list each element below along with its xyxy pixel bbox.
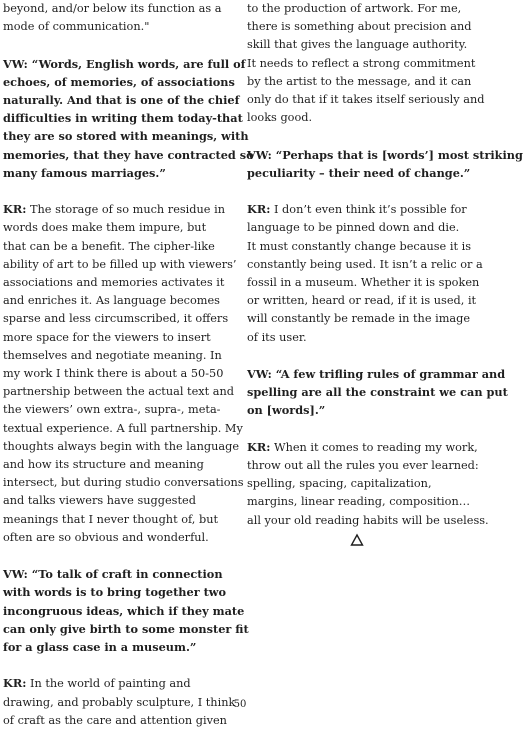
line-text: thoughts always begin with the language — [3, 439, 240, 453]
line-text: there is something about precision and — [247, 20, 472, 34]
text-line — [3, 200, 225, 219]
text-line — [247, 164, 472, 182]
text-line — [247, 475, 472, 493]
text-line — [3, 219, 225, 237]
line-text: to the production of artwork. For me, — [247, 2, 462, 15]
line-text: often are so obvious and wonderful. — [3, 530, 209, 544]
text-line — [247, 91, 485, 109]
text-line — [3, 329, 225, 347]
text-line — [3, 292, 225, 310]
line-text: and talks viewers have suggested — [3, 494, 196, 508]
text-line — [3, 401, 225, 419]
text-line — [247, 73, 472, 91]
text-line — [247, 383, 508, 401]
line-text: I don’t even think it’s possible for — [273, 203, 467, 217]
line-text: associations and memories activates it — [3, 276, 225, 290]
speaker-label: VW: — [3, 56, 28, 71]
line-text: words does make them impure, but — [3, 221, 207, 235]
triangle-end-mark-icon — [350, 533, 364, 547]
line-text: my work I think there is about a 50-50 — [3, 367, 224, 381]
line-text: partnership between the actual text and — [3, 385, 235, 399]
speaker-label: VW: — [247, 147, 272, 162]
line-text: textual experience. A full partnership. My — [3, 421, 243, 435]
line-text: by the artist to the message, and it can — [247, 74, 472, 88]
text-line — [3, 529, 225, 547]
line-text: When it comes to reading my work, — [273, 440, 478, 454]
right-column — [247, 0, 523, 548]
text-line — [3, 347, 225, 365]
interviewer-question — [3, 55, 254, 182]
text-line — [3, 456, 225, 474]
line-text: sparse and less circumscribed, it offers — [3, 312, 229, 326]
speaker-label: KR: — [247, 202, 271, 217]
speaker-label: KR: — [247, 439, 271, 454]
line-text: spelling, spacing, capitalization, — [247, 477, 432, 491]
text-line — [3, 18, 225, 36]
line-text: skill that gives the language authority. — [247, 38, 468, 52]
text-line — [247, 310, 472, 328]
text-line — [247, 256, 483, 274]
line-text: It needs to reflect a strong commitment — [247, 56, 476, 70]
line-text: constantly being used. It isn’t a relic or a — [247, 257, 483, 271]
text-line — [247, 109, 472, 127]
line-text: and how its structure and meaning — [3, 458, 204, 472]
artist-answer — [247, 438, 489, 530]
text-line — [247, 146, 523, 164]
text-line — [247, 274, 480, 292]
line-text: many famous marriages.” — [3, 165, 166, 180]
line-text: spelling are all the constraint we can put — [247, 385, 508, 400]
text-line — [3, 0, 225, 18]
line-text: throw out all the rules you ever learned: — [247, 459, 479, 473]
text-line — [3, 91, 240, 109]
text-line — [3, 474, 244, 492]
line-text: can only give birth to some monster fit — [3, 621, 249, 636]
line-text: ability of art to be filled up with viewers’ — [3, 257, 237, 271]
line-text: beyond, and/or below its function as a — [3, 2, 222, 15]
text-line — [3, 146, 254, 164]
text-line — [3, 674, 225, 693]
text-line — [3, 620, 249, 638]
text-line — [247, 512, 489, 530]
text-line — [247, 493, 472, 511]
line-text: looks good. — [247, 111, 313, 125]
line-text: of its user. — [247, 330, 307, 344]
text-line — [3, 109, 243, 127]
line-text: mode of communication." — [3, 20, 150, 34]
line-text: or written, heard or read, if it is used, it — [247, 294, 477, 308]
line-text: the viewers’ own extra-, supra-, meta- — [3, 403, 221, 417]
text-line — [3, 55, 246, 73]
text-line — [3, 583, 225, 601]
line-text: fossil in a museum. Whether it is spoken — [247, 276, 480, 290]
speaker-label: VW: — [247, 367, 272, 382]
continued-paragraph — [247, 0, 485, 127]
line-text: on [words].” — [247, 403, 326, 418]
interviewer-question — [247, 365, 508, 420]
line-text: In the world of painting and — [29, 677, 191, 691]
line-text: of craft as the care and attention given — [3, 713, 227, 727]
line-text: with words is to bring together two — [3, 585, 227, 600]
text-line — [247, 292, 477, 310]
text-line — [247, 401, 472, 419]
line-text: that can be a benefit. The cipher-like — [3, 239, 215, 253]
text-line — [247, 438, 478, 457]
text-line — [3, 420, 243, 438]
page-number: 50 — [233, 699, 247, 710]
speaker-label: KR: — [3, 202, 27, 217]
interviewer-question — [247, 146, 523, 182]
line-text: and enriches it. As language becomes — [3, 294, 220, 308]
text-line — [3, 164, 225, 182]
text-line — [3, 127, 249, 145]
text-line — [3, 256, 237, 274]
line-text: for a glass case in a museum.” — [3, 640, 197, 655]
artist-answer — [247, 200, 483, 347]
text-line — [3, 73, 235, 91]
line-text: difficulties in writing them today-that — [3, 111, 243, 126]
text-line — [247, 200, 472, 219]
text-line — [247, 55, 476, 73]
line-text: echoes, of memories, of associations — [3, 74, 235, 89]
line-text: “A few trifling rules of grammar and — [275, 367, 506, 382]
text-line — [247, 365, 506, 383]
text-line — [3, 565, 225, 583]
text-line — [3, 492, 225, 510]
text-line — [247, 457, 479, 475]
line-text: only do that if it takes itself seriously and — [247, 93, 485, 107]
text-line — [247, 18, 472, 36]
text-line — [3, 310, 229, 328]
line-text: naturally. And that is one of the chief — [3, 93, 240, 107]
line-text: peculiarity – their need of change.” — [247, 165, 471, 180]
line-text: more space for the viewers to insert — [3, 330, 211, 344]
line-text: intersect, but during studio conversations — [3, 476, 244, 490]
line-text: meanings that I never thought of, but — [3, 512, 219, 526]
line-text: The storage of so much residue in — [29, 203, 225, 217]
line-text: will constantly be remade in the image — [247, 312, 471, 326]
line-text: themselves and negotiate meaning. In — [3, 348, 222, 362]
line-text: incongruous ideas, which if they mate — [3, 603, 245, 618]
line-text: drawing, and probably sculpture, I think — [3, 695, 236, 709]
speaker-label: VW: — [3, 567, 28, 582]
left-column — [3, 0, 254, 748]
artist-answer — [3, 200, 244, 547]
line-text: margins, linear reading, composition… — [247, 495, 471, 509]
text-line — [3, 638, 225, 656]
text-line — [247, 36, 472, 54]
text-line — [247, 219, 472, 237]
text-line — [3, 511, 225, 529]
speaker-label: KR: — [3, 676, 27, 691]
text-line — [3, 602, 245, 620]
line-text: all your old reading habits will be useless. — [247, 513, 489, 527]
text-line — [3, 365, 225, 383]
text-line — [3, 712, 225, 730]
continued-paragraph — [3, 0, 225, 36]
line-text: “Perhaps that is [words’] most striking — [275, 147, 523, 162]
line-text: “Words, English words, are full of — [31, 56, 246, 71]
line-text: It must constantly change because it is — [247, 239, 471, 253]
text-line — [3, 438, 240, 456]
text-line — [3, 238, 225, 256]
line-text: they are so stored with meanings, with — [3, 129, 249, 144]
text-line — [247, 329, 472, 347]
text-line — [3, 383, 235, 401]
text-line — [3, 274, 225, 292]
text-line — [247, 0, 472, 18]
line-text: memories, that they have contracted so — [3, 147, 254, 162]
line-text: language to be pinned down and die. — [247, 221, 460, 235]
text-line — [247, 238, 472, 256]
interviewer-question — [3, 565, 249, 656]
line-text: “To talk of craft in connection — [31, 567, 223, 582]
